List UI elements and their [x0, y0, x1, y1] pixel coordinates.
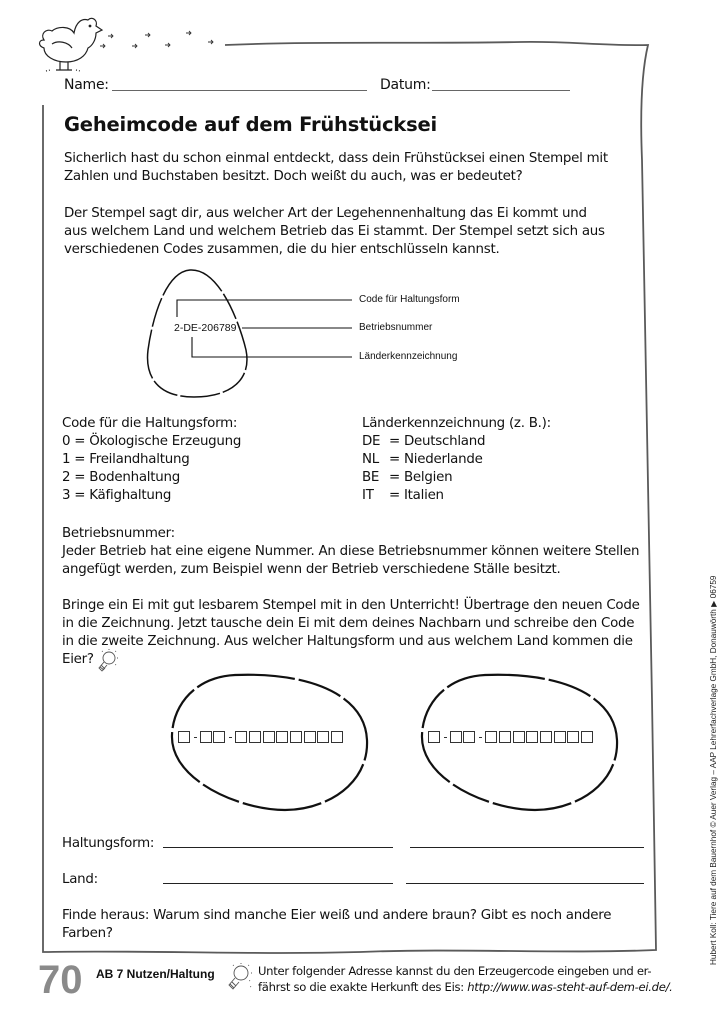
text-line: Zahlen und Buchstaben besitzt. Doch weißt du auch, was er bedeutet?: [64, 169, 523, 184]
code-box[interactable]: [485, 731, 497, 743]
text-line: Eier?: [62, 652, 94, 667]
haltungsform-field-2[interactable]: [410, 847, 644, 848]
code-box[interactable]: [235, 731, 247, 743]
code-box[interactable]: [290, 731, 302, 743]
land-label: Land:: [62, 872, 98, 887]
code-box[interactable]: [263, 731, 275, 743]
answer-eggs: [160, 670, 660, 820]
text-line: aus welchem Land und welchem Betrieb das Ei stammt. Der Stempel setzt sich aus: [64, 224, 605, 239]
date-label: Datum:: [380, 77, 431, 93]
laender-item: [362, 451, 551, 469]
country-code: NL: [362, 452, 379, 467]
worksheet-tag: AB 7 Nutzen/Haltung: [96, 967, 215, 981]
label-haltungsform: Code für Haltungsform: [359, 294, 460, 305]
laender-legend: [362, 415, 551, 505]
haltung-item: 1 = Freilandhaltung: [62, 452, 190, 467]
chicken-icon: [40, 18, 103, 71]
footer-note-text: fährst so die exakte Herkunft des Eis:: [258, 980, 468, 994]
text-line: Sicherlich hast du schon einmal entdeckt, dass dein Frühstücksei einen Stempel mit: [64, 151, 608, 166]
question-section: [62, 907, 611, 943]
code-box[interactable]: [304, 731, 316, 743]
code-box[interactable]: [200, 731, 212, 743]
stamp-code: 2-DE-206789: [174, 322, 237, 334]
footer-note: [258, 963, 673, 995]
haltung-item: 2 = Bodenhaltung: [62, 470, 180, 485]
code-box[interactable]: [581, 731, 593, 743]
laender-heading: Länderkennzeichnung (z. B.):: [362, 416, 551, 431]
haltungsform-field-1[interactable]: [163, 847, 393, 848]
haltung-legend: [62, 415, 241, 505]
footer-note-line: Unter folgender Adresse kannst du den Erzeugercode eingeben und er-: [258, 964, 652, 978]
code-box[interactable]: [463, 731, 475, 743]
code-separator: [229, 737, 232, 738]
code-box[interactable]: [567, 731, 579, 743]
text-line: Jeder Betrieb hat eine eigene Nummer. An diese Betriebsnummer können weitere Stellen: [62, 544, 640, 559]
side-credit: Hubert Koll: Tiere auf dem Bauernhof © Auer Verlag – AAP Lehrerfachverlage GmbH, Donauwörth ▶ 06759: [709, 575, 718, 965]
code-box[interactable]: [554, 731, 566, 743]
intro-paragraph-2: [64, 205, 605, 259]
code-box[interactable]: [331, 731, 343, 743]
laender-item: [362, 487, 551, 505]
haltung-item: 0 = Ökologische Erzeugung: [62, 434, 242, 449]
intro-paragraph-1: [64, 150, 608, 186]
code-box[interactable]: [317, 731, 329, 743]
code-box[interactable]: [499, 731, 511, 743]
haltungsform-label: Haltungsform:: [62, 836, 155, 851]
land-field-2[interactable]: [406, 883, 644, 884]
laender-item: [362, 469, 551, 487]
text-line: Bringe ein Ei mit gut lesbarem Stempel mit in den Unterricht! Übertrage den neuen Code: [62, 598, 640, 613]
footer-note-line: [258, 979, 673, 995]
code-box[interactable]: [249, 731, 261, 743]
code-box[interactable]: [213, 731, 225, 743]
text-line: Farben?: [62, 926, 113, 941]
country-code: BE: [362, 470, 380, 485]
country-name: = Italien: [389, 488, 444, 503]
text-line: in die Zeichnung. Jetzt tausche dein Ei mit dem deines Nachbarn und schreibe den Code: [62, 616, 635, 631]
herkunft-link[interactable]: http://www.was-steht-auf-dem-ei.de/.: [467, 980, 673, 994]
code-box[interactable]: [513, 731, 525, 743]
page-number: 70: [38, 958, 83, 1002]
code-separator: [479, 737, 482, 738]
betrieb-heading: Betriebsnummer:: [62, 526, 175, 541]
name-field[interactable]: [112, 90, 367, 91]
text-line: angefügt werden, zum Beispiel wenn der Betrieb verschiedene Ställe besitzt.: [62, 562, 561, 577]
land-field-1[interactable]: [163, 883, 393, 884]
code-separator: [444, 737, 447, 738]
label-laenderkennzeichnung: Länderkennzeichnung: [359, 351, 458, 362]
country-name: = Niederlande: [389, 452, 483, 467]
code-box[interactable]: [428, 731, 440, 743]
country-code: IT: [362, 488, 374, 503]
text-line: verschiedenen Codes zusammen, die du hier entschlüsseln kannst.: [64, 242, 500, 257]
country-code: DE: [362, 434, 381, 449]
haltung-item: 3 = Käfighaltung: [62, 488, 172, 503]
date-field[interactable]: [432, 90, 570, 91]
task-section: [62, 597, 640, 669]
code-box[interactable]: [450, 731, 462, 743]
laender-item: [362, 433, 551, 451]
page-title: Geheimcode auf dem Frühstücksei: [64, 113, 437, 136]
lightbulb-icon: [94, 648, 122, 674]
code-box[interactable]: [526, 731, 538, 743]
haltung-heading: Code für die Haltungsform:: [62, 416, 238, 431]
text-line: Der Stempel sagt dir, aus welcher Art der Legehennenhaltung das Ei kommt und: [64, 206, 587, 221]
code-box[interactable]: [178, 731, 190, 743]
betrieb-section: [62, 525, 639, 579]
code-separator: [194, 737, 197, 738]
footprints-icon: [100, 31, 213, 48]
label-betriebsnummer: Betriebsnummer: [359, 322, 433, 333]
country-name: = Deutschland: [389, 434, 486, 449]
country-name: = Belgien: [389, 470, 453, 485]
code-box[interactable]: [540, 731, 552, 743]
text-line: Finde heraus: Warum sind manche Eier weiß und andere braun? Gibt es noch andere: [62, 908, 612, 923]
lightbulb-icon: [224, 962, 254, 992]
name-label: Name:: [64, 77, 109, 93]
code-box[interactable]: [276, 731, 288, 743]
text-line: in die zweite Zeichnung. Aus welcher Haltungsform und aus welchem Land kommen die: [62, 634, 633, 649]
